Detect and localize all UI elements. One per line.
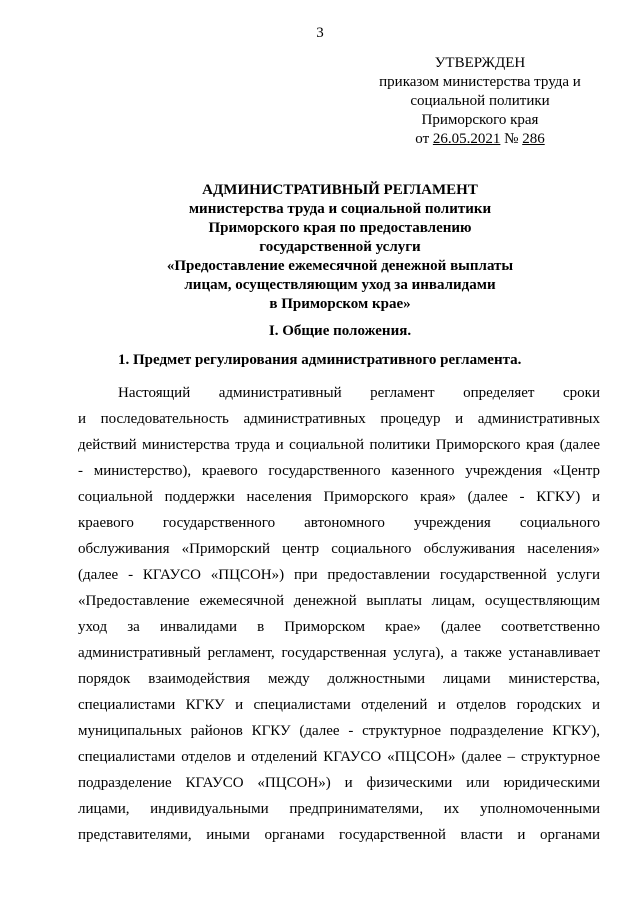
- body-line: обслуживания «Приморский центр социального обслуживания населения»: [78, 541, 600, 557]
- approval-date: 26.05.2021: [432, 131, 501, 147]
- body-line: социальной поддержки населения Приморского края» (далее - КГКУ) и: [78, 489, 600, 505]
- body-line: действий министерства труда и социальной политики Приморского края (далее: [78, 437, 600, 453]
- section-heading: I. Общие положения.: [268, 323, 412, 339]
- body-line: - министерство), краевого государственного казенного учреждения «Центр: [78, 463, 600, 479]
- approval-stamp: [355, 54, 605, 149]
- body-line: представителями, иными органами государственной власти и органами: [78, 827, 600, 843]
- approval-line-2: социальной политики: [410, 93, 550, 109]
- body-line: лицами, индивидуальными предпринимателями, их уполномоченными: [78, 801, 600, 817]
- title-line-1: АДМИНИСТРАТИВНЫЙ РЕГЛАМЕНТ: [202, 182, 478, 198]
- body-line: Настоящий административный регламент определяет сроки: [118, 385, 600, 401]
- title-line-4: государственной услуги: [259, 239, 421, 255]
- title-line-2: министерства труда и социальной политики: [188, 201, 492, 217]
- body-line: административный регламент, государственная услуга), а также устанавливает: [78, 645, 600, 661]
- approval-line-3: Приморского края: [421, 112, 539, 128]
- approval-number-sign: №: [500, 131, 523, 147]
- body-line: и последовательность административных процедур и административных: [78, 411, 600, 427]
- title-line-3: Приморского края по предоставлению: [208, 220, 472, 236]
- body-line: специалистами отделов и отделений КГАУСО «ПЦСОН» (далее – структурное: [78, 749, 600, 765]
- approval-date-prefix: от: [415, 131, 433, 147]
- body-line: краевого государственного автономного учреждения социального: [78, 515, 600, 531]
- title-line-7: в Приморском крае»: [269, 296, 411, 312]
- approval-number: 286: [522, 131, 545, 147]
- body-line: порядок взаимодействия между должностными лицами министерства,: [78, 671, 600, 687]
- approval-title: УТВЕРЖДЕН: [434, 55, 526, 71]
- body-line: специалистами КГКУ и специалистами отделений и отделов городских и: [78, 697, 600, 713]
- document-title: [80, 181, 600, 314]
- approval-order-line: [355, 130, 605, 149]
- body-line: подразделение КГАУСО «ПЦСОН») и физическими или юридическими: [78, 775, 600, 791]
- approval-line-1: приказом министерства труда и: [379, 74, 581, 90]
- page-number: 3: [316, 25, 324, 41]
- body-line: уход за инвалидами в Приморском крае» (далее соответственно: [78, 619, 600, 635]
- subsection-heading: 1. Предмет регулирования административного регламента.: [118, 352, 522, 368]
- body-line: «Предоставление ежемесячной денежной выплаты лицам, осуществляющим: [78, 593, 600, 609]
- body-line: (далее - КГАУСО «ПЦСОН») при предоставлении государственной услуги: [78, 567, 600, 583]
- title-line-5: «Предоставление ежемесячной денежной выплаты: [166, 258, 514, 274]
- title-line-6: лицам, осуществляющим уход за инвалидами: [184, 277, 496, 293]
- body-line: муниципальных районов КГКУ (далее - структурное подразделение КГКУ),: [78, 723, 600, 739]
- body-paragraph: [78, 380, 600, 848]
